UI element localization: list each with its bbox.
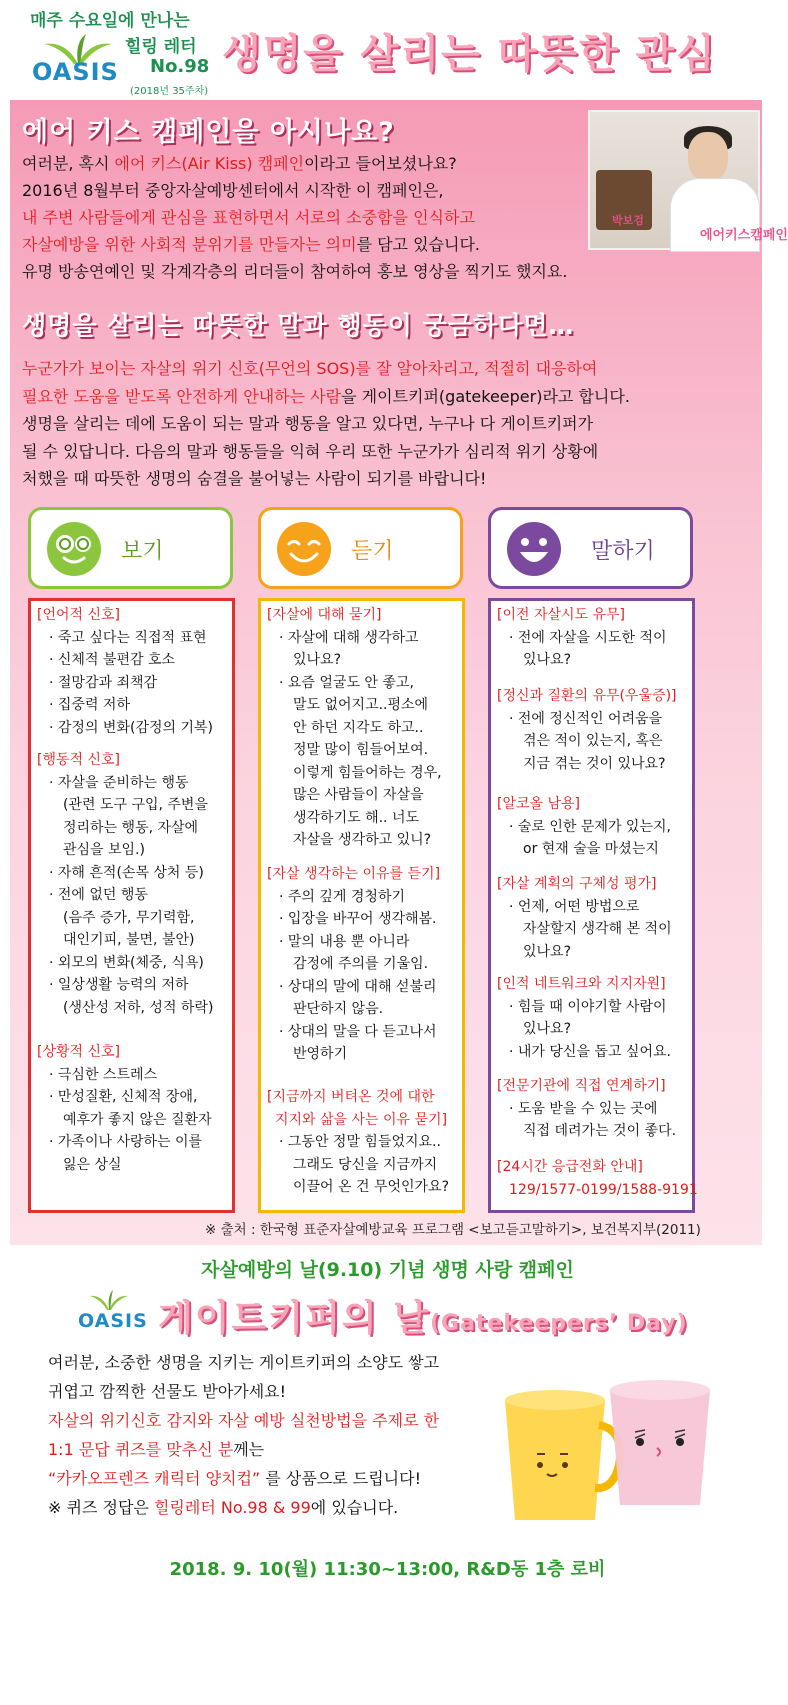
warm-line: 처했을 때 따뜻한 생명의 숨결을 불어넣는 사람이 되기를 바랍니다! (22, 469, 487, 488)
airkiss-heading: 에어 키스 캠페인을 아시나요? (22, 117, 395, 148)
campaign-subtitle: 자살예방의 날(9.10) 기념 생명 사랑 캠페인 (201, 1259, 574, 1281)
airkiss-line: 여러분, 혹시 에어 키스(Air Kiss) 캠페인이라고 들어보셨나요? (22, 154, 457, 173)
warm-line: 필요한 도움을 받도록 안전하게 안내하는 사람을 게이트키퍼(gatekeeper)라고 합니다. (22, 386, 630, 406)
professional-referral: [전문기관에 직접 연계하기] · 도움 받을 수 있는 곳에 직접 데려가는 것이 좋다. (497, 1078, 677, 1139)
glasses-face-icon (45, 520, 103, 578)
warm-paragraph (22, 355, 630, 493)
issue-year: (2018년 35주차) (130, 86, 209, 97)
listen-reasons: [자살 생각하는 이유를 듣기] · 주의 깊게 경청하기 · 입장을 바꾸어 생각해봄. · 말의 내용 뿐 아니라 감정에 주의를 기울임. · 상대의 말에 대해 섣불리 판단하지 않음. · 상대의 말을 다 듣고나서 반영하기 (267, 866, 441, 1062)
photo-caption: 에어키스캠페인 (700, 228, 788, 243)
event-date: 2018. 9. 10(월) 11:30~13:00, R&D동 1층 로비 (169, 1559, 606, 1580)
gatekeeper-title: 게이트키퍼의 날(Gatekeepers’ Day) (158, 1298, 688, 1339)
oasis-logo-small (72, 1290, 148, 1332)
listen-header (258, 507, 463, 589)
header-weekly-text: 매주 수요일에 만나는 (30, 11, 190, 31)
support-network: [인적 네트워크와 지지자원] · 힘들 때 이야기할 사람이 있나요? · 내가 당신을 돕고 싶어요. (497, 976, 671, 1060)
header-letter-name: 힐링 레터 (125, 37, 197, 57)
listen-label: 듣기 (351, 539, 394, 564)
issue-number: No.98 (150, 56, 210, 77)
campaign-paragraph (48, 1348, 439, 1522)
previous-attempt: [이전 자살시도 유무] · 전에 자살을 시도한 적이 있나요? (497, 607, 667, 668)
campaign-photo (588, 110, 788, 250)
cup-prize-image (495, 1370, 715, 1530)
speak-header (488, 507, 693, 589)
airkiss-line: 내 주변 사람들에게 관심을 표현하면서 서로의 소중함을 인식하고 (22, 208, 475, 227)
oasis-wordmark: OASIS (78, 1310, 148, 1332)
campaign-line: 귀엽고 깜찍한 선물도 받아가세요! (48, 1382, 287, 1401)
campaign-line: 1:1 문답 퀴즈를 맞추신 분께는 (48, 1440, 265, 1459)
source-note: ※ 출처 : 한국형 표준자살예방교육 프로그램 <보고듣고말하기>, 보건복지부(2011) (205, 1222, 701, 1238)
emergency-hotline: [24시간 응급전화 안내] 129/1577-0199/1588-9191 (497, 1159, 698, 1198)
airkiss-line: 자살예방을 위한 사회적 분위기를 만들자는 의미를 담고 있습니다. (22, 235, 481, 254)
airkiss-paragraph (22, 150, 567, 285)
ask-reasons-to-live: [지금까지 버텨온 것에 대한 지지와 삶을 사는 이유 묻기] · 그동안 정말 힘들었지요.. 그래도 당신을 지금까지 이끌어 온 건 무엇인가요? (267, 1089, 450, 1195)
airkiss-line: 유명 방송연예인 및 각계각층의 리더들이 참여하여 홍보 영상을 찍기도 했지요. (22, 262, 568, 281)
campaign-line: ※ 퀴즈 정답은 힐링레터 No.98 & 99에 있습니다. (48, 1498, 399, 1517)
warm-line: 누군가가 보이는 자살의 위기 신호(무언의 SOS)를 잘 알아차리고, 적절히 대응하여 (22, 359, 598, 378)
listen-column (258, 598, 465, 1213)
oasis-logo (30, 6, 220, 96)
warm-line: 될 수 있답니다. 다음의 말과 행동들을 익혀 우리 또한 누군가가 심리적 위기 상황에 (22, 441, 599, 461)
warm-line: 생명을 살리는 데에 도움이 되는 말과 행동을 알고 있다면, 누구나 다 게이트키퍼가 (22, 414, 594, 433)
situational-signs: [상황적 신호] · 극심한 스트레스 · 만성질환, 신체적 장애, 예후가 좋지 않은 질환자 · 가족이나 사랑하는 이를 잃은 상실 (37, 1044, 212, 1173)
person-image (688, 132, 728, 180)
see-column (28, 598, 235, 1213)
photo-nameplate: 박보검 (612, 214, 644, 227)
see-label: 보기 (121, 539, 164, 564)
ask-about-suicide: [자살에 대해 묻기] · 자살에 대해 생각하고 있나요? · 요즘 얼굴도 안 좋고, 말도 없어지고..평소에 안 하던 지각도 하고.. 정말 많이 힘들어보여. 이렇게 힘들어하는 경우, 많은 사람들이 자살을 생각하기도 해.. 너도 자살을 생각하고 있니? (267, 607, 442, 848)
page-title: 생명을 살리는 따뜻한 관심 (222, 31, 717, 77)
mental-illness: [정신과 질환의 유무(우울증)] · 전에 정신적인 어려움을 겪은 적이 있는지, 혹은 지금 겪는 것이 있나요? (497, 688, 677, 772)
header (0, 0, 775, 100)
speak-label: 말하기 (591, 539, 655, 564)
talking-face-icon (505, 520, 563, 578)
plan-specificity: [자살 계획의 구체성 평가] · 언제, 어떤 방법으로 자살할지 생각해 본 적이 있나요? (497, 876, 672, 960)
oasis-leaf-icon (86, 1290, 132, 1312)
behavioral-signs: [행동적 신호] · 자살을 준비하는 행동 (관련 도구 구입, 주변을 정리하는 행동, 자살에 관심을 보임.) · 자해 흔적(손목 상처 등) · 전에 없던 행동 (음주 증가, 무기력함, 대인기피, 불면, 불안) · 외모의 변화(체중, 식욕) · 일상생활 능력의 저하 (생산성 저하, 성적 하락) (37, 752, 214, 1016)
alcohol-abuse: [알코올 남용] · 술로 인한 문제가 있는지, or 현재 술을 마셨는지 (497, 796, 671, 857)
campaign-line: 여러분, 소중한 생명을 지키는 게이트키퍼의 소양도 쌓고 (48, 1353, 440, 1372)
campaign-line: “카카오프렌즈 캐릭터 양치컵” 를 상품으로 드립니다! (48, 1469, 422, 1488)
airkiss-line: 2016년 8월부터 중앙자살예방센터에서 시작한 이 캠페인은, (22, 181, 444, 200)
oasis-wordmark: OASIS (32, 58, 119, 86)
speak-column (488, 598, 698, 1213)
see-header (28, 507, 233, 589)
smiling-face-icon (275, 520, 333, 578)
campaign-line: 자살의 위기신호 감지와 자살 예방 실천방법을 주제로 한 (48, 1411, 440, 1430)
warm-heading: 생명을 살리는 따뜻한 말과 행동이 궁금하다면… (22, 311, 575, 340)
verbal-signs: [언어적 신호] · 죽고 싶다는 직접적 표현 · 신체적 불편감 호소 · 절망감과 죄책감 · 집중력 저하 · 감정의 변화(감정의 기복) (37, 607, 213, 736)
